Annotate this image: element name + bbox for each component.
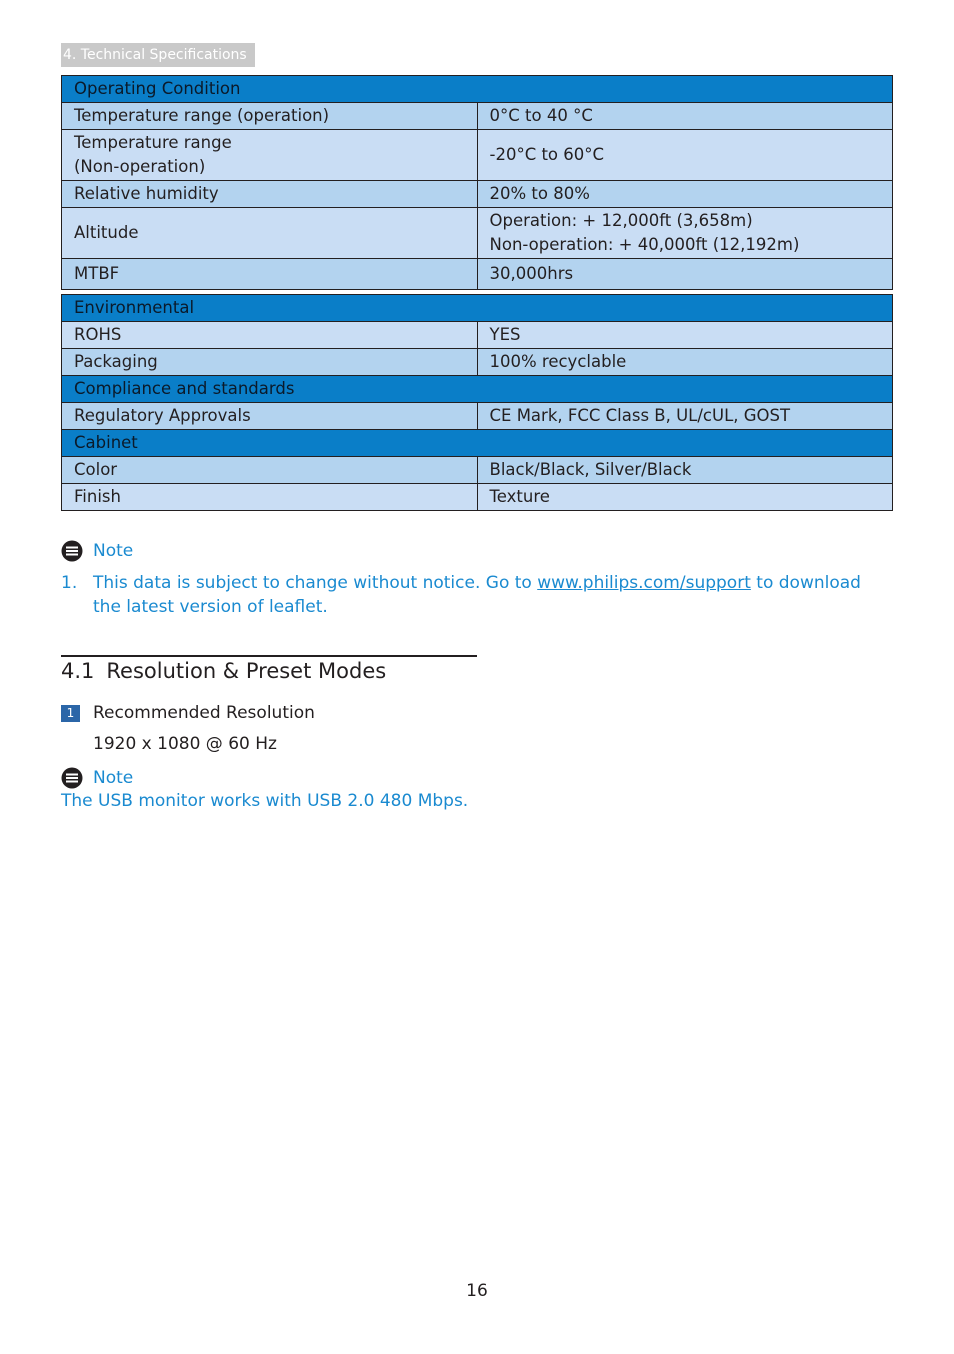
recommended-resolution-heading: [61, 703, 315, 723]
row-value: CE Mark, FCC Class B, UL/cUL, GOST: [477, 403, 893, 430]
row-label: Relative humidity: [62, 181, 478, 208]
section-tab: 4. Technical Specifications: [61, 43, 255, 67]
table-row: [62, 484, 893, 511]
table-header: Compliance and standards: [62, 376, 893, 403]
row-value: Texture: [477, 484, 893, 511]
support-link[interactable]: www.philips.com/support: [537, 573, 751, 593]
note-label: Note: [93, 541, 134, 561]
row-value: 100% recyclable: [477, 349, 893, 376]
row-value-line: Non-operation: + 40,000ft (12,192m): [489, 235, 800, 254]
recommended-resolution-label: Recommended Resolution: [93, 703, 315, 723]
row-value: 20% to 80%: [477, 181, 893, 208]
row-label: Finish: [62, 484, 478, 511]
row-value: Black/Black, Silver/Black: [477, 457, 893, 484]
table-header: Environmental: [62, 295, 893, 322]
section-number: 4.1: [61, 659, 95, 683]
table-row: [62, 181, 893, 208]
row-value: 0°C to 40 °C: [477, 103, 893, 130]
section-heading: [61, 656, 386, 686]
table-header-row: [62, 376, 893, 403]
environmental-compliance-cabinet-table: [61, 294, 893, 511]
note-text-start: This data is subject to change without notice. Go to: [93, 573, 538, 593]
row-label: Temperature range (operation): [62, 103, 478, 130]
table-row: [62, 322, 893, 349]
row-label: ROHS: [62, 322, 478, 349]
list-item-text: [93, 571, 881, 619]
table-row: [62, 130, 893, 181]
row-label-line: Temperature range: [74, 133, 232, 152]
recommended-resolution-value: 1920 x 1080 @ 60 Hz: [93, 734, 277, 754]
table-row: [62, 259, 893, 290]
usb-note-text: The USB monitor works with USB 2.0 480 Mbps.: [61, 791, 469, 811]
table-header: Operating Condition: [62, 76, 893, 103]
note-list: [61, 571, 881, 619]
row-label: Altitude: [62, 208, 478, 259]
row-value: [477, 208, 893, 259]
row-label: [62, 130, 478, 181]
table-row: [62, 403, 893, 430]
row-label: Packaging: [62, 349, 478, 376]
table-header-row: [62, 430, 893, 457]
row-label: Regulatory Approvals: [62, 403, 478, 430]
row-value: YES: [477, 322, 893, 349]
table-header: Cabinet: [62, 430, 893, 457]
row-value-line: Operation: + 12,000ft (3,658m): [489, 211, 753, 230]
row-value: -20°C to 60°C: [477, 130, 893, 181]
table-row: [62, 349, 893, 376]
note-text-end: to download the latest version of leaflet.: [93, 573, 861, 617]
row-value: 30,000hrs: [477, 259, 893, 290]
step-badge: 1: [61, 705, 80, 722]
note-icon: [61, 767, 83, 789]
table-header-row: [62, 295, 893, 322]
list-item: [61, 571, 881, 619]
row-label: Color: [62, 457, 478, 484]
table-header-row: [62, 76, 893, 103]
table-row: [62, 103, 893, 130]
note-label: Note: [93, 768, 134, 788]
note-heading: [61, 767, 133, 789]
row-label: MTBF: [62, 259, 478, 290]
note-heading: [61, 540, 133, 562]
table-row: [62, 208, 893, 259]
page-number: 16: [466, 1281, 488, 1301]
note-icon: [61, 540, 83, 562]
list-item-number: 1.: [61, 573, 78, 593]
row-label-line: (Non-operation): [74, 157, 206, 176]
table-row: [62, 457, 893, 484]
section-title: Resolution & Preset Modes: [106, 659, 387, 683]
operating-condition-table: [61, 75, 893, 290]
